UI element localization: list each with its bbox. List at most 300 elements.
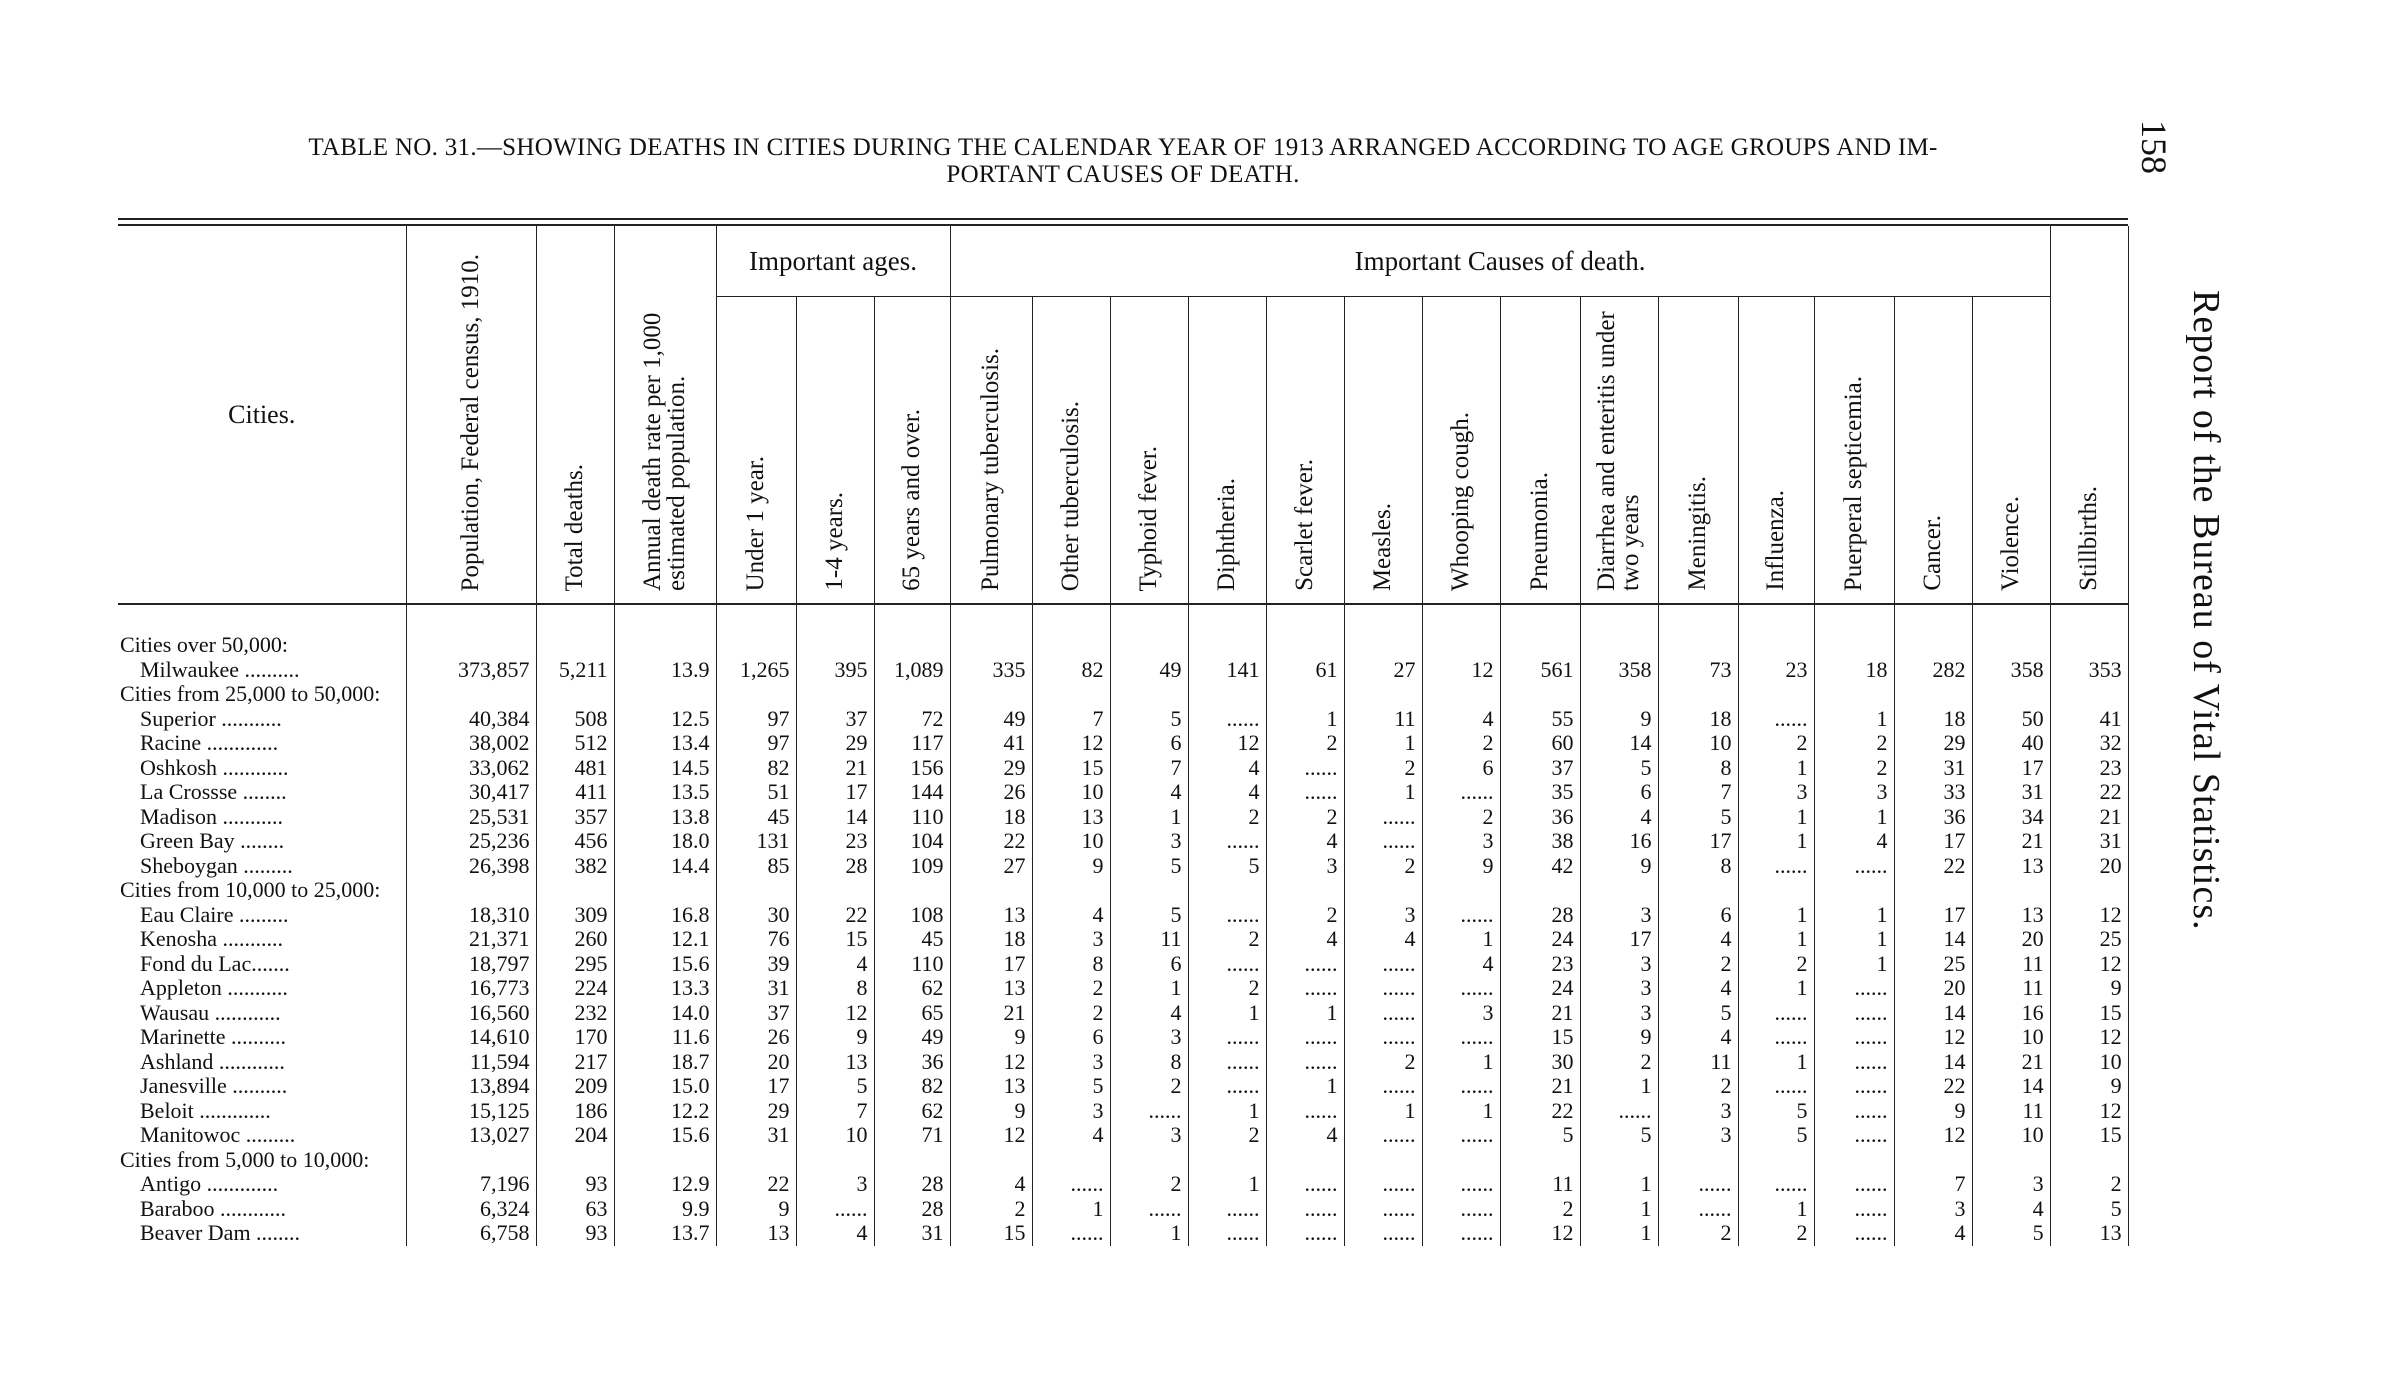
table-cell: 37	[796, 707, 874, 732]
table-cell: ......	[1266, 780, 1344, 805]
table-cell: ......	[1814, 1074, 1894, 1099]
city-name: Kenosha ...........	[118, 927, 406, 952]
table-cell: 9	[1580, 707, 1658, 732]
table-cell: 39	[716, 952, 796, 977]
table-cell: 4	[1188, 756, 1266, 781]
table-cell: 14.4	[614, 854, 716, 879]
table-cell: ......	[1032, 1172, 1110, 1197]
table-cell: 217	[536, 1050, 614, 1075]
table-cell: 9	[716, 1197, 796, 1222]
header-65-over: 65 years and over.	[874, 297, 950, 605]
table-row	[118, 854, 2128, 879]
table-cell: 4	[950, 1172, 1032, 1197]
table-cell: 6	[1580, 780, 1658, 805]
table-cell: 12	[1894, 1025, 1972, 1050]
table-cell: 7,196	[406, 1172, 536, 1197]
table-cell: 6,324	[406, 1197, 536, 1222]
table-cell: 1	[1738, 829, 1814, 854]
table-cell: 28	[874, 1172, 950, 1197]
table-cell: 5	[796, 1074, 874, 1099]
table-cell: 18,797	[406, 952, 536, 977]
table-cell: 38	[1500, 829, 1580, 854]
table-cell: ......	[1188, 1025, 1266, 1050]
table-cell: 3	[1738, 780, 1814, 805]
city-name: Racine .............	[118, 731, 406, 756]
table-row	[118, 1099, 2128, 1124]
table-cell	[1580, 682, 1658, 707]
table-cell	[1658, 878, 1738, 903]
table-cell: 1,265	[716, 658, 796, 683]
table-cell: 1	[1344, 780, 1422, 805]
table-cell: 11.6	[614, 1025, 716, 1050]
table-cell: 22	[1894, 854, 1972, 879]
table-cell: 23	[2050, 756, 2128, 781]
table-cell: ......	[1422, 780, 1500, 805]
table-cell: 15	[1500, 1025, 1580, 1050]
group-row	[118, 1148, 2128, 1173]
table-cell: 13	[1972, 903, 2050, 928]
table-cell: 110	[874, 805, 950, 830]
table-cell: 17	[950, 952, 1032, 977]
table-cell	[1972, 878, 2050, 903]
table-cell: 2	[1032, 1001, 1110, 1026]
table-cell	[1894, 604, 1972, 658]
table-row	[118, 1001, 2128, 1026]
table-cell: 6	[1422, 756, 1500, 781]
table-cell: 2	[1110, 1172, 1188, 1197]
table-cell	[2050, 1148, 2128, 1173]
table-cell: 131	[716, 829, 796, 854]
city-name: Beaver Dam ........	[118, 1221, 406, 1246]
table-cell: 32	[2050, 731, 2128, 756]
table-cell: ......	[1814, 976, 1894, 1001]
table-cell: 209	[536, 1074, 614, 1099]
table-cell: 4	[796, 1221, 874, 1246]
table-cell: 82	[874, 1074, 950, 1099]
table-cell: 33	[1894, 780, 1972, 805]
table-cell: 9	[1894, 1099, 1972, 1124]
table-cell: 8	[1032, 952, 1110, 977]
table-cell: 4	[1814, 829, 1894, 854]
table-cell: ......	[1422, 1074, 1500, 1099]
table-cell: 2	[1188, 805, 1266, 830]
table-cell: 41	[950, 731, 1032, 756]
header-total-deaths: Total deaths.	[536, 226, 614, 604]
table-cell: 12.9	[614, 1172, 716, 1197]
table-cell: 31	[716, 976, 796, 1001]
table-cell: 12.1	[614, 927, 716, 952]
table-cell	[796, 682, 874, 707]
table-cell	[1658, 1148, 1738, 1173]
table-cell: 31	[716, 1123, 796, 1148]
table-cell: 21	[1500, 1001, 1580, 1026]
table-row	[118, 976, 2128, 1001]
table-cell: 1	[1188, 1001, 1266, 1026]
table-cell: 1	[1580, 1197, 1658, 1222]
table-cell: 21	[1972, 1050, 2050, 1075]
table-cell: 1	[1110, 1221, 1188, 1246]
table-cell	[1894, 1148, 1972, 1173]
table-cell	[950, 682, 1032, 707]
table-cell	[1500, 878, 1580, 903]
table-cell: 16	[1580, 829, 1658, 854]
table-cell: 49	[874, 1025, 950, 1050]
table-cell	[1188, 1148, 1266, 1173]
table-cell: 4	[1658, 976, 1738, 1001]
table-cell: 12	[1500, 1221, 1580, 1246]
table-cell: 29	[1894, 731, 1972, 756]
table-cell	[1972, 604, 2050, 658]
city-name: Eau Claire .........	[118, 903, 406, 928]
table-cell: 25	[2050, 927, 2128, 952]
table-cell: 13	[950, 976, 1032, 1001]
table-cell: 5	[1110, 854, 1188, 879]
table-cell	[1972, 1148, 2050, 1173]
table-cell: 15.6	[614, 952, 716, 977]
table-cell: ......	[1266, 1197, 1344, 1222]
table-cell: 3	[1972, 1172, 2050, 1197]
table-cell: 30,417	[406, 780, 536, 805]
table-cell: 358	[1580, 658, 1658, 683]
table-cell	[1738, 1148, 1814, 1173]
table-cell: 2	[2050, 1172, 2128, 1197]
table-cell: 16,560	[406, 1001, 536, 1026]
table-cell: ......	[1738, 1025, 1814, 1050]
table-cell: 110	[874, 952, 950, 977]
table-cell: 13	[950, 1074, 1032, 1099]
city-name: Sheboygan .........	[118, 854, 406, 879]
table-row	[118, 927, 2128, 952]
group-row	[118, 878, 2128, 903]
table-cell	[406, 1148, 536, 1173]
table-cell: ......	[1266, 952, 1344, 977]
table-cell: 335	[950, 658, 1032, 683]
table-cell: 2	[1188, 1123, 1266, 1148]
table-cell: 13,894	[406, 1074, 536, 1099]
table-cell: 21	[1972, 829, 2050, 854]
table-cell: 82	[716, 756, 796, 781]
table-cell	[950, 1148, 1032, 1173]
table-cell: 73	[1658, 658, 1738, 683]
table-cell: 97	[716, 731, 796, 756]
table-cell: 13.3	[614, 976, 716, 1001]
table-cell: 7	[1032, 707, 1110, 732]
table-cell: 11	[1500, 1172, 1580, 1197]
table-cell: 1	[1738, 927, 1814, 952]
table-cell: 17	[1894, 903, 1972, 928]
table-row	[118, 1221, 2128, 1246]
table-cell	[1814, 604, 1894, 658]
table-cell: 2	[1266, 805, 1344, 830]
table-cell	[1422, 682, 1500, 707]
table-cell: ......	[1188, 707, 1266, 732]
table-cell	[1580, 604, 1658, 658]
table-cell: 71	[874, 1123, 950, 1148]
table-cell: 2	[1500, 1197, 1580, 1222]
header-typhoid: Typhoid fever.	[1110, 297, 1188, 605]
table-cell: 2	[1266, 903, 1344, 928]
table-cell	[1972, 682, 2050, 707]
table-cell: 2	[1344, 854, 1422, 879]
table-cell: 26	[716, 1025, 796, 1050]
table-cell: 28	[874, 1197, 950, 1222]
table-cell: 4	[1266, 829, 1344, 854]
table-cell: 12	[2050, 952, 2128, 977]
table-row	[118, 1074, 2128, 1099]
table-cell: 25,236	[406, 829, 536, 854]
table-cell: 1	[1738, 756, 1814, 781]
table-cell: 1	[1738, 1050, 1814, 1075]
city-name: Fond du Lac.......	[118, 952, 406, 977]
table-cell: 23	[1738, 658, 1814, 683]
table-cell: 4	[1188, 780, 1266, 805]
table-cell: 35	[1500, 780, 1580, 805]
table-cell: 18	[1894, 707, 1972, 732]
header-cancer: Cancer.	[1894, 297, 1972, 605]
table-cell: 17	[1658, 829, 1738, 854]
table-cell: 9	[950, 1099, 1032, 1124]
city-name: Janesville ..........	[118, 1074, 406, 1099]
table-cell	[1658, 604, 1738, 658]
running-head: Report of the Bureau of Vital Statistics.	[2185, 290, 2227, 931]
table-cell	[874, 878, 950, 903]
table-cell: 1	[1814, 952, 1894, 977]
table-cell: 27	[1344, 658, 1422, 683]
table-cell: 1	[1422, 1099, 1500, 1124]
table-cell: 22	[2050, 780, 2128, 805]
table-cell: 36	[874, 1050, 950, 1075]
table-cell: ......	[796, 1197, 874, 1222]
table-cell: 42	[1500, 854, 1580, 879]
table-cell: 22	[1894, 1074, 1972, 1099]
table-cell: 20	[2050, 854, 2128, 879]
table-cell: 1	[1814, 805, 1894, 830]
table-cell	[1032, 604, 1110, 658]
table-cell: 4	[1110, 1001, 1188, 1026]
table-cell: 7	[1658, 780, 1738, 805]
table-cell: 23	[796, 829, 874, 854]
table-cell: 12.2	[614, 1099, 716, 1124]
table-cell: 3	[1658, 1099, 1738, 1124]
table-cell: 22	[796, 903, 874, 928]
table-cell: 30	[1500, 1050, 1580, 1075]
table-cell	[1110, 878, 1188, 903]
table-cell: 1	[1266, 1074, 1344, 1099]
table-cell: 4	[1266, 927, 1344, 952]
table-cell: 6	[1658, 903, 1738, 928]
table-cell: 5,211	[536, 658, 614, 683]
table-cell: 4	[1422, 707, 1500, 732]
table-cell	[1814, 1148, 1894, 1173]
table-cell: 11	[1344, 707, 1422, 732]
header-death-rate: Annual death rate per 1,000 estimated population.	[614, 226, 716, 604]
table-cell: ......	[1814, 1050, 1894, 1075]
table-cell: ......	[1422, 1123, 1500, 1148]
table-cell: ......	[1344, 829, 1422, 854]
table-cell: 21	[796, 756, 874, 781]
table-cell: 1	[1738, 976, 1814, 1001]
table-cell: 2	[1814, 756, 1894, 781]
table-cell: 14	[1894, 927, 1972, 952]
table-cell: 40,384	[406, 707, 536, 732]
table-cell: 14	[1580, 731, 1658, 756]
table-cell: 8	[1110, 1050, 1188, 1075]
table-cell: 13.8	[614, 805, 716, 830]
table-cell: 93	[536, 1221, 614, 1246]
table-cell: 4	[1344, 927, 1422, 952]
table-cell	[1738, 682, 1814, 707]
table-cell: 62	[874, 976, 950, 1001]
table-cell: 5	[1738, 1099, 1814, 1124]
table-cell: 1	[1266, 1001, 1344, 1026]
city-name: Manitowoc .........	[118, 1123, 406, 1148]
table-cell: ......	[1188, 1221, 1266, 1246]
table-cell: 22	[950, 829, 1032, 854]
table-cell: 1	[1738, 805, 1814, 830]
header-other-tb: Other tuberculosis.	[1032, 297, 1110, 605]
table-row	[118, 805, 2128, 830]
table-cell: 31	[2050, 829, 2128, 854]
table-cell: ......	[1344, 1172, 1422, 1197]
city-name: Marinette ..........	[118, 1025, 406, 1050]
table-cell: 232	[536, 1001, 614, 1026]
table-cell: 6	[1032, 1025, 1110, 1050]
table-cell: 36	[1500, 805, 1580, 830]
city-name: Milwaukee ..........	[118, 658, 406, 683]
table-cell: 13.4	[614, 731, 716, 756]
header-puerperal: Puerperal septicemia.	[1814, 297, 1894, 605]
table-cell: 2	[1188, 976, 1266, 1001]
table-cell: 12	[1032, 731, 1110, 756]
table-cell: 3	[1894, 1197, 1972, 1222]
table-cell: 14,610	[406, 1025, 536, 1050]
table-cell: 12	[2050, 903, 2128, 928]
table-cell: 15,125	[406, 1099, 536, 1124]
table-cell: 4	[1110, 780, 1188, 805]
table-cell: ......	[1814, 1197, 1894, 1222]
table-cell	[796, 604, 874, 658]
table-cell: 65	[874, 1001, 950, 1026]
header-pneumonia: Pneumonia.	[1500, 297, 1580, 605]
table-cell: 18	[950, 805, 1032, 830]
table-cell: 15.0	[614, 1074, 716, 1099]
table-cell: 11	[1658, 1050, 1738, 1075]
table-cell: 12	[796, 1001, 874, 1026]
table-cell: 1	[1188, 1172, 1266, 1197]
table-cell: ......	[1814, 1123, 1894, 1148]
table-cell: 13,027	[406, 1123, 536, 1148]
table-cell: 2	[1422, 731, 1500, 756]
table-cell: ......	[1266, 1172, 1344, 1197]
table-cell: 14.0	[614, 1001, 716, 1026]
table-cell	[2050, 682, 2128, 707]
table-cell	[536, 682, 614, 707]
table-cell: 10	[1658, 731, 1738, 756]
table-cell: 13	[1032, 805, 1110, 830]
table-cell: 18.0	[614, 829, 716, 854]
table-row	[118, 658, 2128, 683]
table-cell: ......	[1814, 854, 1894, 879]
table-cell: 1	[1110, 805, 1188, 830]
table-cell: 4	[1422, 952, 1500, 977]
table-cell	[874, 604, 950, 658]
table-cell: 2	[1738, 731, 1814, 756]
table-cell: 2	[1032, 976, 1110, 1001]
table-cell	[1110, 682, 1188, 707]
table-cell: 24	[1500, 927, 1580, 952]
table-row	[118, 780, 2128, 805]
table-row	[118, 1025, 2128, 1050]
table-cell: ......	[1110, 1197, 1188, 1222]
table-cell: 2	[1344, 1050, 1422, 1075]
table-cell: 1	[1344, 731, 1422, 756]
header-scarlet-fever: Scarlet fever.	[1266, 297, 1344, 605]
table-cell: ......	[1188, 1197, 1266, 1222]
table-cell: 2	[1658, 952, 1738, 977]
table-cell	[1266, 1148, 1344, 1173]
table-cell: ......	[1344, 1221, 1422, 1246]
table-cell: 2	[1738, 1221, 1814, 1246]
table-cell	[1894, 878, 1972, 903]
table-cell	[1500, 682, 1580, 707]
table-cell: 21	[950, 1001, 1032, 1026]
table-cell: 4	[1972, 1197, 2050, 1222]
table-cell: 1	[1422, 1050, 1500, 1075]
table-cell	[1422, 1148, 1500, 1173]
table-cell: 17	[796, 780, 874, 805]
table-cell: 12.5	[614, 707, 716, 732]
table-row	[118, 1172, 2128, 1197]
table-cell: 25	[1894, 952, 1972, 977]
table-cell: 5	[1110, 707, 1188, 732]
table-cell: ......	[1344, 1123, 1422, 1148]
table-cell: 2	[1188, 927, 1266, 952]
table-cell: 5	[1110, 903, 1188, 928]
table-cell: 72	[874, 707, 950, 732]
table-cell: 3	[1032, 927, 1110, 952]
city-name: Green Bay ........	[118, 829, 406, 854]
table-cell: 5	[1580, 756, 1658, 781]
table-cell: 10	[1972, 1123, 2050, 1148]
table-cell: 141	[1188, 658, 1266, 683]
table-cell: ......	[1738, 1001, 1814, 1026]
table-cell: 6,758	[406, 1221, 536, 1246]
table-cell	[1344, 604, 1422, 658]
table-cell: 2	[1814, 731, 1894, 756]
city-name: Madison ...........	[118, 805, 406, 830]
table-cell: 3	[796, 1172, 874, 1197]
table-cell	[796, 1148, 874, 1173]
table-cell: ......	[1344, 976, 1422, 1001]
title-line-2: PORTANT CAUSES OF DEATH.	[946, 161, 1300, 188]
table-cell	[1500, 604, 1580, 658]
table-cell: 20	[716, 1050, 796, 1075]
table-cell	[406, 878, 536, 903]
table-cell: 5	[1972, 1221, 2050, 1246]
table-cell: 18.7	[614, 1050, 716, 1075]
table-cell: 9	[2050, 1074, 2128, 1099]
table-cell: 4	[1658, 1025, 1738, 1050]
table-cell: ......	[1344, 1025, 1422, 1050]
table-cell: 29	[796, 731, 874, 756]
table-cell: 15	[796, 927, 874, 952]
table-cell: 4	[1658, 927, 1738, 952]
table-cell	[614, 682, 716, 707]
table-cell: 4	[1580, 805, 1658, 830]
table-cell: ......	[1814, 1172, 1894, 1197]
table-cell: 9	[1422, 854, 1500, 879]
table-cell: 20	[1972, 927, 2050, 952]
